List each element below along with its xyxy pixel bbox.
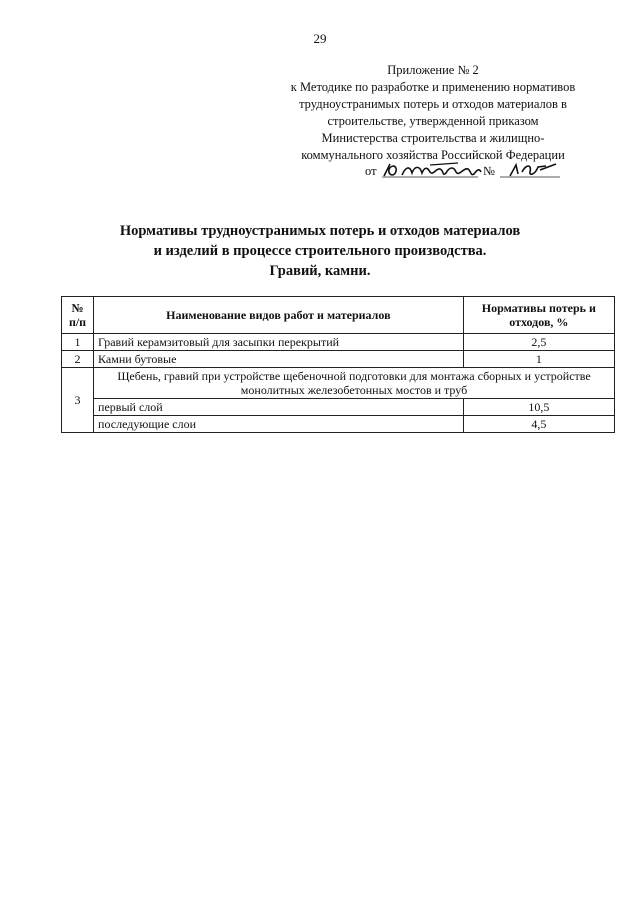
- title-line-3: Гравий, камни.: [269, 263, 371, 279]
- row-num: 1: [62, 334, 94, 351]
- header-num: № п/п: [62, 297, 94, 334]
- row-num: 2: [62, 351, 94, 368]
- table-row: [62, 399, 615, 416]
- row-value: 1: [463, 351, 614, 368]
- number-label: №: [483, 164, 495, 178]
- signature-line: [360, 160, 600, 184]
- title-line-1: Нормативы трудноустранимых потерь и отходов материалов: [119, 223, 521, 239]
- row-value: 4,5: [463, 416, 614, 433]
- row-value: 10,5: [463, 399, 614, 416]
- document-title: [90, 221, 550, 281]
- group-num: 3: [62, 368, 94, 433]
- row-name: последующие слои: [94, 416, 464, 433]
- table-row: [62, 416, 615, 433]
- date-label: от: [365, 164, 377, 178]
- appendix-title: Приложение № 2: [387, 63, 479, 77]
- handwritten-signature-icon: [360, 160, 600, 184]
- group-title: Щебень, гравий при устройстве щебеночной подготовки для монтажа сборных и устройстве монолитных железобетонных мостов и труб: [94, 368, 615, 399]
- page-number: 29: [313, 31, 327, 46]
- header-norm: Нормативы потерь и отходов, %: [463, 297, 614, 334]
- row-value: 2,5: [463, 334, 614, 351]
- table-header-row: [62, 297, 615, 334]
- row-name: Камни бутовые: [94, 351, 464, 368]
- row-name: Гравий керамзитовый для засыпки перекрытий: [94, 334, 464, 351]
- table-group-row: [62, 368, 615, 399]
- title-line-2: и изделий в процессе строительного производства.: [153, 243, 487, 259]
- appendix-block: [288, 62, 578, 164]
- norms-table: [61, 296, 615, 433]
- table-row: [62, 334, 615, 351]
- appendix-text: к Методике по разработке и применению нормативов трудноустранимых потерь и отходов материалов в строительстве, утвержденной приказом Министерства строительства и жилищно-коммунального хозяйства Российской Федерации: [290, 80, 576, 162]
- table-row: [62, 351, 615, 368]
- header-name: Наименование видов работ и материалов: [94, 297, 464, 334]
- row-name: первый слой: [94, 399, 464, 416]
